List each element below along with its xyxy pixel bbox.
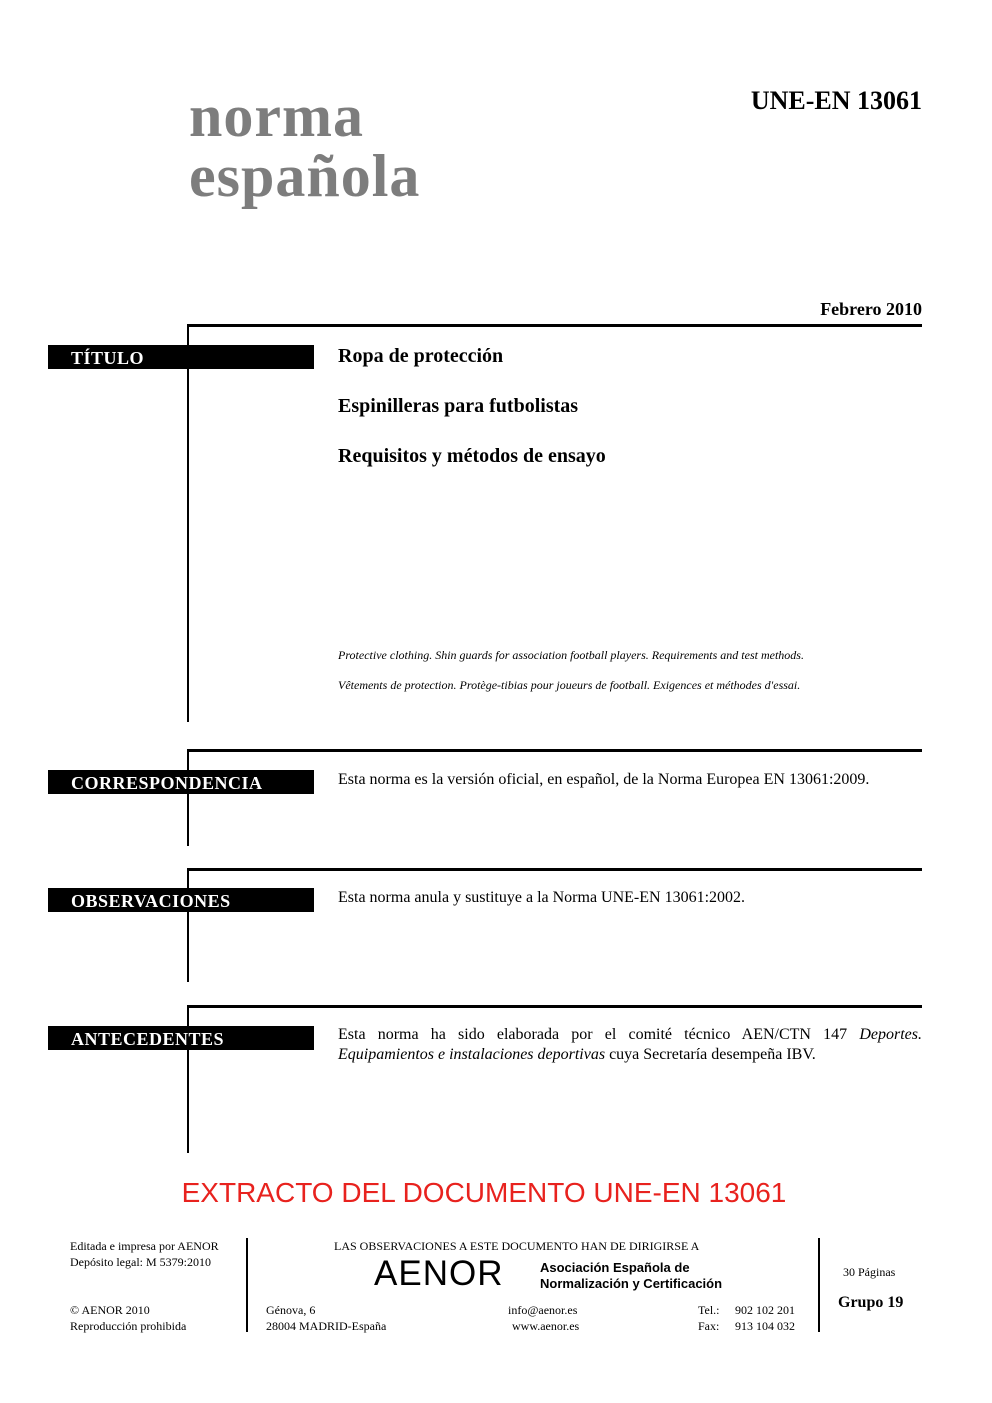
title-translation-french: Vêtements de protection. Protège-tibias pour joueurs de football. Exigences et méthodes d'essai. [338,678,801,692]
aenor-org-name-line-1: Asociación Española de [540,1260,690,1275]
brand-line-norma: norma [189,83,364,149]
footer-fax-label: Fax: [698,1319,720,1333]
footer-reproduction: Reproducción prohibida [70,1319,187,1333]
footer-separator-right [818,1238,820,1332]
footer-tel: 902 102 201 [735,1303,795,1317]
correspondencia-text: Esta norma es la versión oficial, en español, de la Norma Europea EN 13061:2009. [338,771,870,788]
title-line-3: Requisitos y métodos de ensayo [338,445,606,467]
section-vertical-rule-titulo [187,324,189,722]
aenor-org-name [540,1260,722,1292]
footer-website[interactable]: www.aenor.es [512,1319,580,1333]
title-line-2: Espinilleras para futbolistas [338,395,579,417]
section-divider-titulo [188,324,922,327]
antecedentes-text-suffix: cuya Secretaría desempeña IBV. [605,1046,816,1063]
title-line-1: Ropa de protección [338,345,504,367]
section-label-titulo: TÍTULO [48,345,314,369]
publication-date: Febrero 2010 [820,299,922,319]
section-divider-observaciones [188,868,922,871]
title-translation-english: Protective clothing. Shin guards for association football players. Requirements and test methods. [338,648,804,662]
footer-email[interactable]: info@aenor.es [508,1303,578,1317]
aenor-logo: AENOR [374,1254,504,1293]
footer-separator-left [246,1238,248,1332]
footer-street: Génova, 6 [266,1303,316,1317]
section-label-correspondencia: CORRESPONDENCIA [48,770,314,794]
antecedentes-text-prefix: Esta norma ha sido elaborada por el comité técnico AEN/CTN 147 [338,1026,860,1043]
footer-edited: Editada e impresa por AENOR [70,1239,219,1253]
footer-copyright: © AENOR 2010 [70,1303,150,1317]
footer-legal-deposit: Depósito legal: M 5379:2010 [70,1255,211,1269]
extract-watermark: EXTRACTO DEL DOCUMENTO UNE-EN 13061 [181,1177,787,1208]
page-count: 30 Páginas [843,1265,896,1279]
committee-name: Deportes. Equipamientos e instalaciones deportivas [338,1026,922,1063]
observaciones-text: Esta norma anula y sustituye a la Norma UNE-EN 13061:2002. [338,889,746,906]
aenor-org-name-line-2: Normalización y Certificación [540,1276,723,1291]
standard-code: UNE-EN 13061 [750,86,922,115]
section-divider-antecedentes [188,1005,922,1008]
section-divider-correspondencia [188,749,922,752]
price-group: Grupo 19 [838,1294,904,1311]
section-label-observaciones: OBSERVACIONES [48,888,314,912]
footer-tel-label: Tel.: [698,1303,720,1317]
brand-line-espanola: española [189,143,421,209]
footer-fax: 913 104 032 [735,1319,795,1333]
section-vertical-rule-observaciones [187,868,189,982]
section-vertical-rule-correspondencia [187,749,189,846]
footer-city: 28004 MADRID-España [266,1319,387,1333]
footer-observations-notice: LAS OBSERVACIONES A ESTE DOCUMENTO HAN DE DIRIGIRSE A [334,1239,700,1253]
section-label-antecedentes: ANTECEDENTES [48,1026,314,1050]
antecedentes-text [338,1025,922,1065]
